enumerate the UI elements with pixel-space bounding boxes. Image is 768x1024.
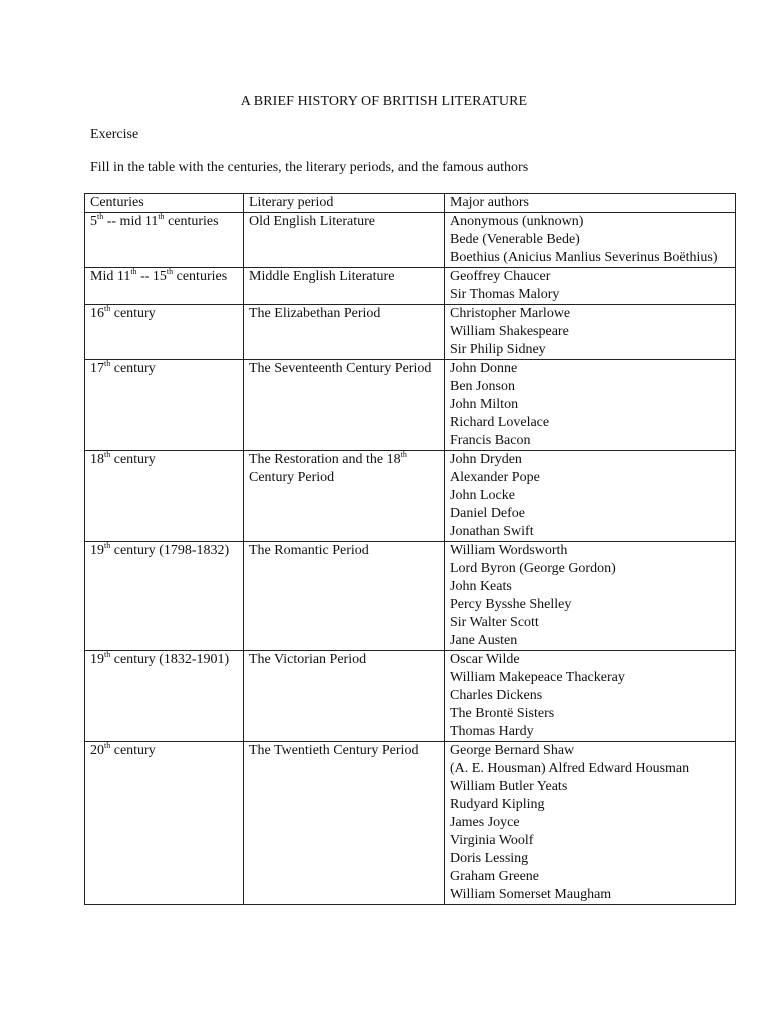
cell-text: centuries bbox=[173, 269, 228, 284]
superscript-suffix: th bbox=[166, 267, 174, 276]
superscript-suffix: th bbox=[104, 741, 111, 750]
century-cell bbox=[85, 651, 244, 742]
table-row bbox=[85, 268, 736, 305]
superscript-suffix: th bbox=[130, 267, 137, 276]
superscript-suffix: th bbox=[158, 212, 165, 221]
cell-text: 5 bbox=[90, 214, 97, 229]
cell-text: centuries bbox=[164, 214, 219, 229]
superscript-suffix: th bbox=[104, 359, 111, 368]
author-name: Jonathan Swift bbox=[450, 524, 534, 539]
cell-text: The Restoration and the 18 bbox=[249, 452, 401, 467]
author-name: Bede (Venerable Bede) bbox=[450, 232, 580, 247]
author-name: Geoffrey Chaucer bbox=[450, 269, 551, 284]
cell-text: The Twentieth Century Period bbox=[249, 743, 419, 758]
author-name: Charles Dickens bbox=[450, 688, 543, 703]
exercise-label: Exercise bbox=[90, 127, 139, 142]
instruction-text: Fill in the table with the centuries, the literary periods, and the famous authors bbox=[90, 160, 529, 175]
authors-cell bbox=[445, 360, 736, 451]
cell-text: 18 bbox=[90, 452, 104, 467]
literature-table bbox=[84, 193, 736, 905]
author-name: Sir Thomas Malory bbox=[450, 287, 560, 302]
table-row bbox=[85, 360, 736, 451]
period-cell bbox=[244, 305, 445, 360]
author-name: Rudyard Kipling bbox=[450, 797, 545, 812]
author-name: Sir Walter Scott bbox=[450, 615, 539, 630]
author-name: Graham Greene bbox=[450, 869, 540, 884]
century-cell bbox=[85, 542, 244, 651]
author-name: John Dryden bbox=[450, 452, 522, 467]
period-cell bbox=[244, 651, 445, 742]
cell-text: century (1798-1832) bbox=[110, 543, 230, 558]
author-name: John Milton bbox=[450, 397, 519, 412]
cell-text: century bbox=[110, 452, 156, 467]
cell-text: The Elizabethan Period bbox=[249, 306, 381, 321]
author-name: Thomas Hardy bbox=[450, 724, 534, 739]
cell-text: -- 15 bbox=[136, 269, 167, 284]
superscript-suffix: th bbox=[97, 212, 104, 221]
century-cell bbox=[85, 451, 244, 542]
author-name: Christopher Marlowe bbox=[450, 306, 571, 321]
table-row bbox=[85, 542, 736, 651]
author-name: Ben Jonson bbox=[450, 379, 515, 394]
cell-text: 19 bbox=[90, 652, 104, 667]
authors-cell bbox=[445, 542, 736, 651]
authors-cell bbox=[445, 742, 736, 905]
cell-text: 16 bbox=[90, 306, 104, 321]
author-name: Doris Lessing bbox=[450, 851, 529, 866]
author-name: John Locke bbox=[450, 488, 515, 503]
century-cell bbox=[85, 268, 244, 305]
cell-text: The Romantic Period bbox=[249, 543, 369, 558]
author-name: John Keats bbox=[450, 579, 512, 594]
cell-text: Old English Literature bbox=[249, 214, 375, 229]
author-name: William Somerset Maugham bbox=[450, 887, 612, 902]
cell-text: century bbox=[110, 306, 156, 321]
author-name: Boethius (Anicius Manlius Severinus Boëthius) bbox=[450, 250, 718, 265]
period-cell bbox=[244, 742, 445, 905]
author-name: Jane Austen bbox=[450, 633, 518, 648]
author-name: Virginia Woolf bbox=[450, 833, 534, 848]
table-row bbox=[85, 213, 736, 268]
author-name: William Makepeace Thackeray bbox=[450, 670, 625, 685]
author-name: Percy Bysshe Shelley bbox=[450, 597, 572, 612]
header-centuries: Centuries bbox=[85, 194, 244, 213]
superscript-suffix: th bbox=[104, 450, 111, 459]
cell-text: -- mid 11 bbox=[103, 214, 159, 229]
author-name: The Brontë Sisters bbox=[450, 706, 555, 721]
authors-cell bbox=[445, 305, 736, 360]
author-name: Richard Lovelace bbox=[450, 415, 550, 430]
period-cell bbox=[244, 451, 445, 542]
cell-text: century (1832-1901) bbox=[110, 652, 230, 667]
author-name: William Shakespeare bbox=[450, 324, 569, 339]
authors-cell bbox=[445, 268, 736, 305]
period-cell bbox=[244, 268, 445, 305]
period-cell bbox=[244, 360, 445, 451]
author-name: Francis Bacon bbox=[450, 433, 531, 448]
literature-table-body bbox=[85, 194, 736, 905]
cell-text: 19 bbox=[90, 543, 104, 558]
authors-cell bbox=[445, 451, 736, 542]
cell-text: The Seventeenth Century Period bbox=[249, 361, 432, 376]
author-name: Lord Byron (George Gordon) bbox=[450, 561, 616, 576]
authors-cell bbox=[445, 213, 736, 268]
period-cell bbox=[244, 542, 445, 651]
authors-cell bbox=[445, 651, 736, 742]
author-name: Anonymous (unknown) bbox=[450, 214, 584, 229]
author-name: Daniel Defoe bbox=[450, 506, 526, 521]
table-row bbox=[85, 451, 736, 542]
cell-text: century bbox=[110, 361, 156, 376]
cell-text: century bbox=[110, 743, 156, 758]
cell-text: 17 bbox=[90, 361, 104, 376]
century-cell bbox=[85, 305, 244, 360]
cell-text: Middle English Literature bbox=[249, 269, 395, 284]
author-name: James Joyce bbox=[450, 815, 520, 830]
author-name: Alexander Pope bbox=[450, 470, 540, 485]
author-name: George Bernard Shaw bbox=[450, 743, 575, 758]
table-header-row bbox=[85, 194, 736, 213]
author-name: Oscar Wilde bbox=[450, 652, 520, 667]
century-cell bbox=[85, 360, 244, 451]
period-cell bbox=[244, 213, 445, 268]
table-row bbox=[85, 305, 736, 360]
header-major-authors: Major authors bbox=[445, 194, 736, 213]
century-cell bbox=[85, 742, 244, 905]
author-name: (A. E. Housman) Alfred Edward Housman bbox=[450, 761, 690, 776]
superscript-suffix: th bbox=[400, 450, 407, 459]
table-row bbox=[85, 651, 736, 742]
superscript-suffix: th bbox=[104, 650, 111, 659]
cell-text: Mid 11 bbox=[90, 269, 131, 284]
superscript-suffix: th bbox=[104, 304, 111, 313]
author-name: John Donne bbox=[450, 361, 518, 376]
cell-text: Century Period bbox=[249, 470, 335, 485]
table-row bbox=[85, 742, 736, 905]
author-name: Sir Philip Sidney bbox=[450, 342, 546, 357]
cell-text: 20 bbox=[90, 743, 104, 758]
superscript-suffix: th bbox=[104, 541, 111, 550]
document-title: A BRIEF HISTORY OF BRITISH LITERATURE bbox=[240, 94, 528, 109]
author-name: William Wordsworth bbox=[450, 543, 568, 558]
author-name: William Butler Yeats bbox=[450, 779, 568, 794]
century-cell bbox=[85, 213, 244, 268]
cell-text: The Victorian Period bbox=[249, 652, 367, 667]
header-literary-period: Literary period bbox=[244, 194, 445, 213]
